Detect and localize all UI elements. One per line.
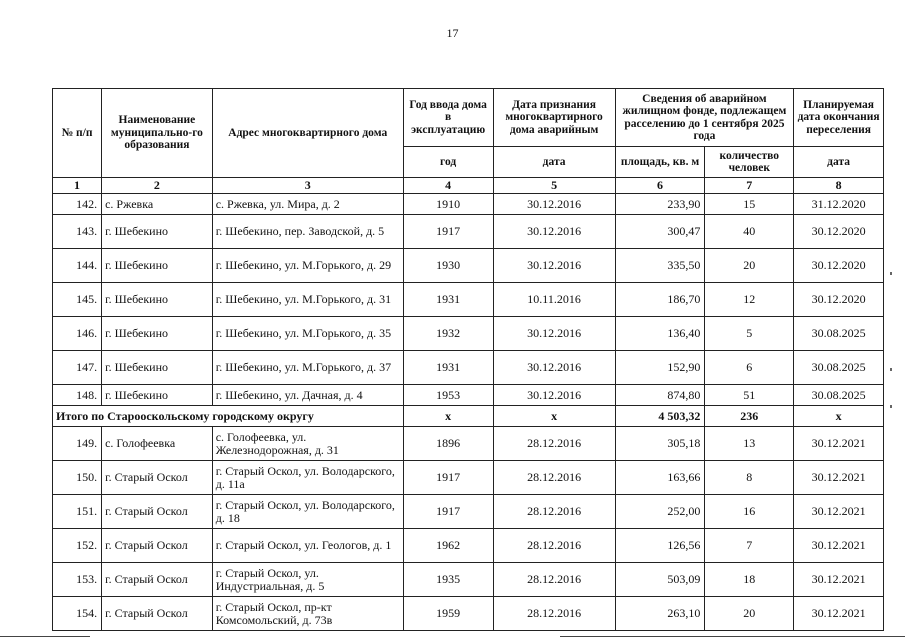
table-row xyxy=(53,597,884,631)
row-municipality: г. Шебекино xyxy=(102,249,213,283)
column-number: 6 xyxy=(615,178,705,194)
row-num: 151. xyxy=(53,495,102,529)
table-row xyxy=(53,529,884,563)
row-area: 335,50 xyxy=(615,249,705,283)
subtotal-year: х xyxy=(403,406,493,427)
row-date: 28.12.2016 xyxy=(493,563,615,597)
row-municipality: г. Старый Оскол xyxy=(102,461,213,495)
row-municipality: г. Шебекино xyxy=(102,215,213,249)
row-municipality: г. Старый Оскол xyxy=(102,529,213,563)
row-municipality: г. Старый Оскол xyxy=(102,563,213,597)
row-municipality: г. Шебекино xyxy=(102,317,213,351)
row-address: г. Старый Оскол, ул. Индустриальная, д. 5 xyxy=(212,563,403,597)
row-area: 126,56 xyxy=(615,529,705,563)
row-municipality: г. Старый Оскол xyxy=(102,597,213,631)
scan-artifact xyxy=(890,272,892,275)
row-num: 153. xyxy=(53,563,102,597)
row-date: 10.11.2016 xyxy=(493,283,615,317)
row-address: с. Голофеевка, ул. Железнодорожная, д. 31 xyxy=(212,427,403,461)
row-date: 30.12.2016 xyxy=(493,317,615,351)
scan-artifact xyxy=(890,368,892,371)
row-people: 40 xyxy=(705,215,794,249)
row-date: 30.12.2016 xyxy=(493,194,615,215)
row-planned: 30.12.2021 xyxy=(794,427,884,461)
housing-table xyxy=(52,88,884,631)
row-date: 28.12.2016 xyxy=(493,461,615,495)
subheader-year: год xyxy=(403,147,493,178)
column-number: 4 xyxy=(403,178,493,194)
row-address: с. Ржевка, ул. Мира, д. 2 xyxy=(212,194,403,215)
row-planned: 30.08.2025 xyxy=(794,385,884,406)
row-planned: 30.08.2025 xyxy=(794,351,884,385)
header-year: Год ввода дома в эксплуатацию xyxy=(403,89,493,147)
row-year: 1917 xyxy=(403,495,493,529)
row-area: 233,90 xyxy=(615,194,705,215)
table-row xyxy=(53,427,884,461)
column-number: 1 xyxy=(53,178,102,194)
subtotal-label: Итого по Старооскольскому городскому округу xyxy=(53,406,404,427)
table-row xyxy=(53,461,884,495)
row-people: 20 xyxy=(705,597,794,631)
row-planned: 31.12.2020 xyxy=(794,194,884,215)
row-planned: 30.12.2020 xyxy=(794,215,884,249)
row-area: 503,09 xyxy=(615,563,705,597)
row-year: 1917 xyxy=(403,215,493,249)
subheader-planned-date: дата xyxy=(794,147,884,178)
header-planned: Планируемая дата окончания переселения xyxy=(794,89,884,147)
subheader-area: площадь, кв. м xyxy=(615,147,705,178)
row-num: 154. xyxy=(53,597,102,631)
row-area: 263,10 xyxy=(615,597,705,631)
row-people: 20 xyxy=(705,249,794,283)
row-address: г. Шебекино, ул. Дачная, д. 4 xyxy=(212,385,403,406)
row-year: 1931 xyxy=(403,351,493,385)
table-row xyxy=(53,194,884,215)
column-number: 2 xyxy=(102,178,213,194)
table-row xyxy=(53,215,884,249)
row-num: 152. xyxy=(53,529,102,563)
table-row xyxy=(53,563,884,597)
row-year: 1930 xyxy=(403,249,493,283)
table-row xyxy=(53,283,884,317)
table-row xyxy=(53,317,884,351)
row-planned: 30.12.2021 xyxy=(794,597,884,631)
row-area: 152,90 xyxy=(615,351,705,385)
subtotal-date: х xyxy=(493,406,615,427)
row-year: 1932 xyxy=(403,317,493,351)
row-year: 1953 xyxy=(403,385,493,406)
row-year: 1959 xyxy=(403,597,493,631)
row-num: 143. xyxy=(53,215,102,249)
row-municipality: г. Шебекино xyxy=(102,385,213,406)
header-address: Адрес многоквартирного дома xyxy=(212,89,403,178)
header-municipality: Наименование муниципально-го образования xyxy=(102,89,213,178)
header-date-recognized: Дата признания многоквартирного дома аварийным xyxy=(493,89,615,147)
row-address: г. Шебекино, ул. М.Горького, д. 29 xyxy=(212,249,403,283)
row-year: 1896 xyxy=(403,427,493,461)
row-municipality: г. Старый Оскол xyxy=(102,495,213,529)
row-year: 1910 xyxy=(403,194,493,215)
header-num: № п/п xyxy=(53,89,102,178)
row-area: 874,80 xyxy=(615,385,705,406)
row-area: 252,00 xyxy=(615,495,705,529)
row-address: г. Старый Оскол, ул. Геологов, д. 1 xyxy=(212,529,403,563)
row-area: 305,18 xyxy=(615,427,705,461)
subtotal-row xyxy=(53,406,884,427)
row-date: 30.12.2016 xyxy=(493,249,615,283)
subheader-people: количество человек xyxy=(705,147,794,178)
row-planned: 30.08.2025 xyxy=(794,317,884,351)
row-date: 28.12.2016 xyxy=(493,597,615,631)
row-date: 28.12.2016 xyxy=(493,529,615,563)
row-num: 142. xyxy=(53,194,102,215)
column-number: 3 xyxy=(212,178,403,194)
row-people: 16 xyxy=(705,495,794,529)
row-address: г. Шебекино, пер. Заводской, д. 5 xyxy=(212,215,403,249)
row-year: 1962 xyxy=(403,529,493,563)
row-planned: 30.12.2020 xyxy=(794,249,884,283)
row-people: 18 xyxy=(705,563,794,597)
row-planned: 30.12.2021 xyxy=(794,563,884,597)
row-year: 1931 xyxy=(403,283,493,317)
row-people: 51 xyxy=(705,385,794,406)
row-num: 146. xyxy=(53,317,102,351)
table-row xyxy=(53,385,884,406)
table-row xyxy=(53,351,884,385)
row-address: г. Старый Оскол, ул. Володарского, д. 18 xyxy=(212,495,403,529)
row-municipality: с. Ржевка xyxy=(102,194,213,215)
row-people: 13 xyxy=(705,427,794,461)
column-number-row xyxy=(53,178,884,194)
column-number: 8 xyxy=(794,178,884,194)
row-area: 300,47 xyxy=(615,215,705,249)
row-date: 28.12.2016 xyxy=(493,495,615,529)
row-planned: 30.12.2021 xyxy=(794,495,884,529)
row-num: 149. xyxy=(53,427,102,461)
row-num: 147. xyxy=(53,351,102,385)
page-number: 17 xyxy=(446,26,459,40)
row-planned: 30.12.2021 xyxy=(794,529,884,563)
row-address: г. Старый Оскол, пр-кт Комсомольский, д. 73в xyxy=(212,597,403,631)
scan-edge-line xyxy=(560,636,905,637)
row-num: 150. xyxy=(53,461,102,495)
row-address: г. Шебекино, ул. М.Горького, д. 37 xyxy=(212,351,403,385)
row-area: 186,70 xyxy=(615,283,705,317)
row-address: г. Старый Оскол, ул. Володарского, д. 11а xyxy=(212,461,403,495)
header-info: Сведения об аварийном жилищном фонде, подлежащем расселению до 1 сентября 2025 года xyxy=(615,89,794,147)
row-planned: 30.12.2021 xyxy=(794,461,884,495)
row-date: 30.12.2016 xyxy=(493,215,615,249)
row-num: 148. xyxy=(53,385,102,406)
table-row xyxy=(53,495,884,529)
column-number: 7 xyxy=(705,178,794,194)
row-people: 15 xyxy=(705,194,794,215)
row-planned: 30.12.2020 xyxy=(794,283,884,317)
subtotal-people: 236 xyxy=(705,406,794,427)
subtotal-area: 4 503,32 xyxy=(615,406,705,427)
row-date: 30.12.2016 xyxy=(493,351,615,385)
row-address: г. Шебекино, ул. М.Горького, д. 31 xyxy=(212,283,403,317)
row-people: 5 xyxy=(705,317,794,351)
row-num: 145. xyxy=(53,283,102,317)
row-municipality: с. Голофеевка xyxy=(102,427,213,461)
row-people: 7 xyxy=(705,529,794,563)
row-year: 1935 xyxy=(403,563,493,597)
row-people: 6 xyxy=(705,351,794,385)
subtotal-planned: х xyxy=(794,406,884,427)
row-municipality: г. Шебекино xyxy=(102,351,213,385)
row-num: 144. xyxy=(53,249,102,283)
column-number: 5 xyxy=(493,178,615,194)
row-year: 1917 xyxy=(403,461,493,495)
row-people: 8 xyxy=(705,461,794,495)
subheader-date: дата xyxy=(493,147,615,178)
row-area: 163,66 xyxy=(615,461,705,495)
row-area: 136,40 xyxy=(615,317,705,351)
table-row xyxy=(53,249,884,283)
row-date: 28.12.2016 xyxy=(493,427,615,461)
row-address: г. Шебекино, ул. М.Горького, д. 35 xyxy=(212,317,403,351)
scan-artifact xyxy=(890,405,892,408)
row-people: 12 xyxy=(705,283,794,317)
row-municipality: г. Шебекино xyxy=(102,283,213,317)
scan-edge-line xyxy=(0,636,90,637)
row-date: 30.12.2016 xyxy=(493,385,615,406)
